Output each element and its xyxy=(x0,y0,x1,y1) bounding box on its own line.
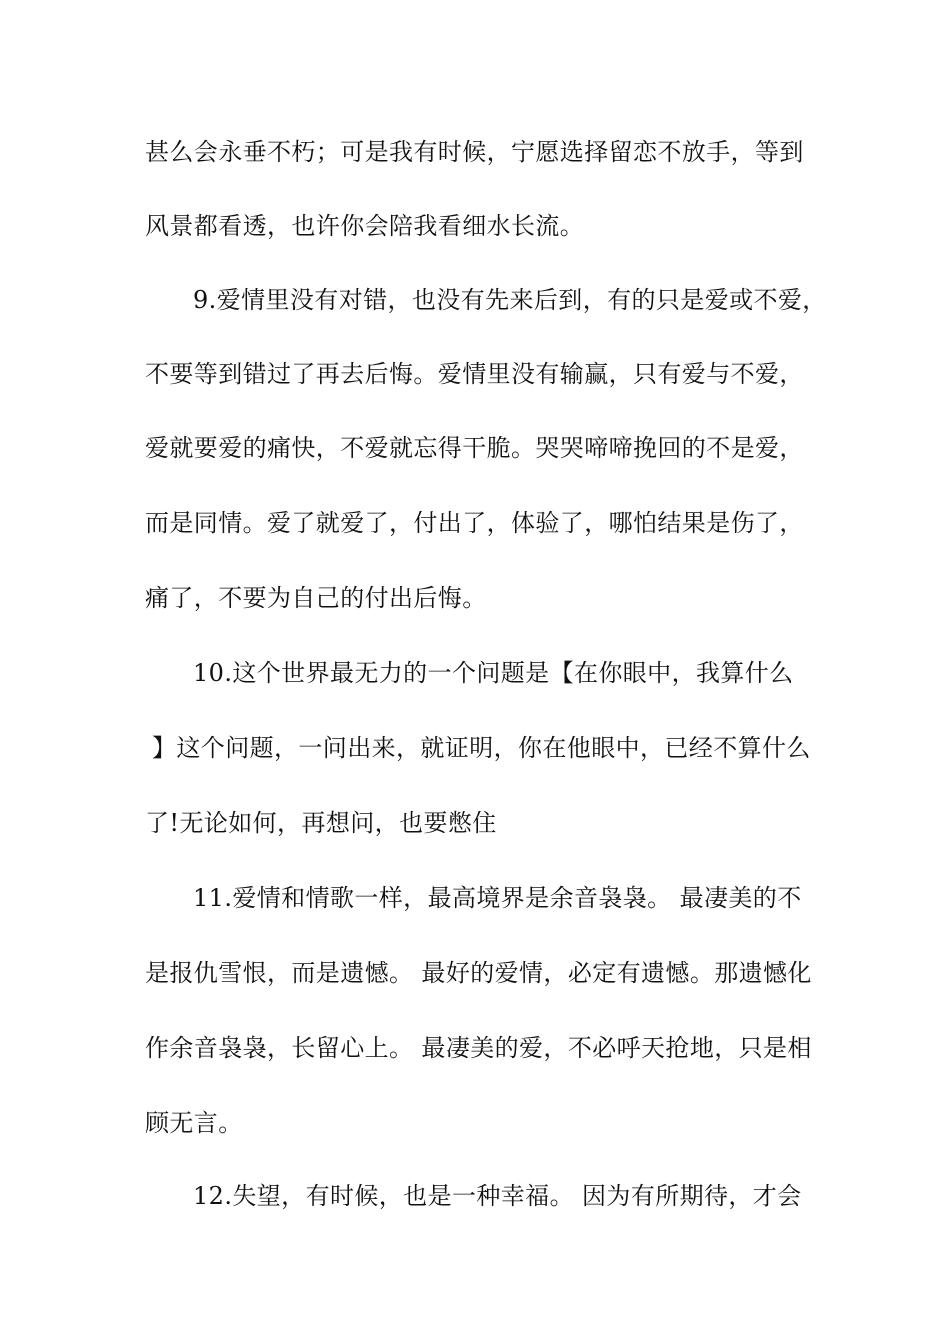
text-line: 】这个问题，一问出来，就证明，你在他眼中，已经不算什么 xyxy=(152,734,811,762)
text-line: 不要等到错过了再去后悔。爱情里没有输赢，只有爱与不爱， xyxy=(145,360,804,388)
text-line: 11.爱情和情歌一样，最高境界是余音袅袅。 最凄美的不 xyxy=(193,884,802,912)
text-line: 10.这个世界最无力的一个问题是【在你眼中，我算什么 xyxy=(193,659,794,687)
text-line: 作余音袅袅，长留心上。 最凄美的爱，不必呼天抢地，只是相 xyxy=(145,1034,812,1062)
text-line: 12.失望，有时候，也是一种幸福。 因为有所期待，才会 xyxy=(193,1182,802,1210)
text-line: 甚么会永垂不朽；可是我有时候，宁愿选择留恋不放手，等到 xyxy=(145,138,804,166)
text-line: 了!无论如何，再想问，也要憋住 xyxy=(145,809,497,837)
text-line: 而是同情。爱了就爱了，付出了，体验了，哪怕结果是伤了， xyxy=(145,509,804,537)
text-line: 是报仇雪恨，而是遗憾。 最好的爱情，必定有遗憾。那遗憾化 xyxy=(145,959,812,987)
text-line: 9.爱情里没有对错，也没有先来后到，有的只是爱或不爱， xyxy=(193,286,827,314)
text-line: 爱就要爱的痛快，不爱就忘得干脆。哭哭啼啼挽回的不是爱， xyxy=(145,434,804,462)
text-line: 风景都看透，也许你会陪我看细水长流。 xyxy=(145,212,585,240)
text-line: 痛了，不要为自己的付出后悔。 xyxy=(145,584,487,612)
text-line: 顾无言。 xyxy=(145,1109,243,1137)
